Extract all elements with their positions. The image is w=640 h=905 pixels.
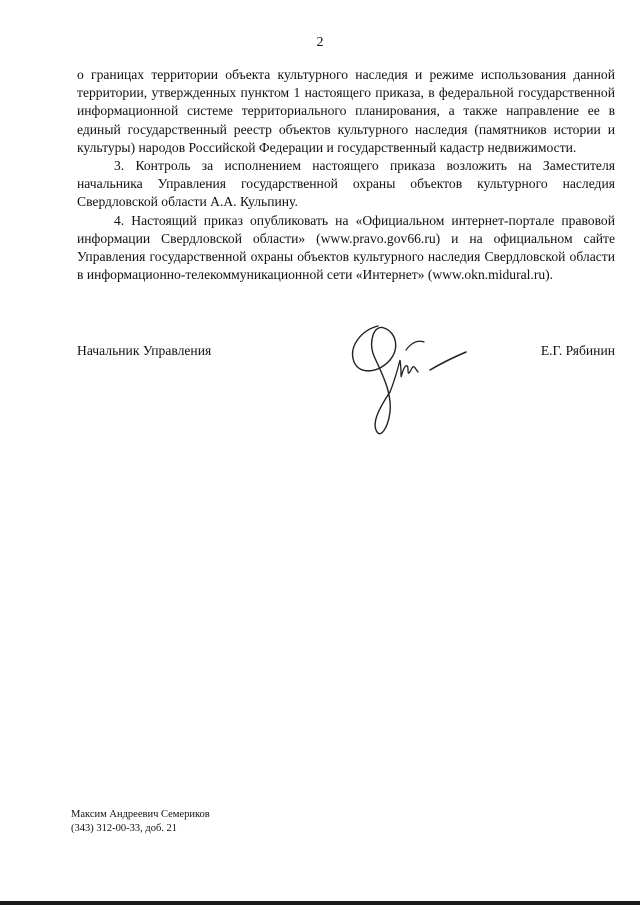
executor-phone: (343) 312-00-33, доб. 21 <box>71 822 178 834</box>
paragraph-continuation: о границах территории объекта культурного наследия и режиме использования данной территории, утвержденных пунктом 1 настоящего приказа, в федеральной государственной информационной системе территориального планирования, а также направление ее в единый государственный реестр объектов культурного наследия (памятников истории и культуры) народов Российской Федерации и государственный кадастр недвижимости. <box>77 67 615 155</box>
executor-info <box>71 808 210 835</box>
document-body <box>77 66 615 284</box>
signatory-position: Начальник Управления <box>77 343 212 358</box>
paragraph-item-4: 4. Настоящий приказ опубликовать на «Официальном интернет-портале правовой информации Свердловской области» (www.pravo.gov66.ru) и на официальном сайте Управления государственной охраны объектов культурного наследия Свердловской области в информационно-телекоммуникационной сети «Интернет» (www.okn.midural.ru). <box>77 212 615 283</box>
handwritten-signature <box>340 312 475 442</box>
page-number: 2 <box>316 35 324 50</box>
signatory-name: Е.Г. Рябинин <box>540 343 615 358</box>
paragraph-item-3: 3. Контроль за исполнением настоящего приказа возложить на Заместителя начальника Управления государственной охраны объектов культурного наследия Свердловской области А.А. Кульпину. <box>77 158 615 210</box>
executor-name: Максим Андреевич Семериков <box>71 809 210 820</box>
scan-bottom-edge <box>0 901 640 905</box>
